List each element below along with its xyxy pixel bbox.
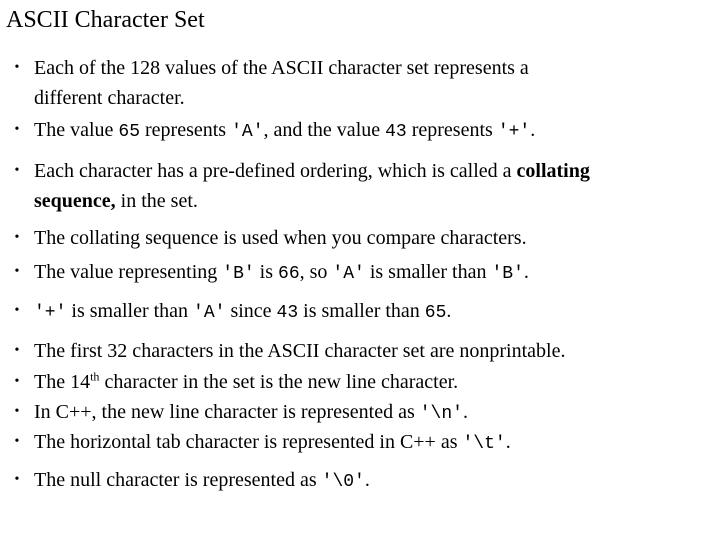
bullet-dot: • [14,163,20,178]
text-run: The value representing [34,261,223,283]
code-literal: '\t' [462,434,506,454]
bullet-text: The first 32 characters in the ASCII character set are nonprintable. [34,340,566,362]
bullet-dot: • [14,404,20,419]
bullet-dot: • [14,343,20,358]
bullet-text [34,156,590,216]
bullet-dot: • [14,303,20,318]
text-run: . [364,469,370,491]
bullet-text [34,115,535,147]
code-literal: 43 [385,122,407,142]
bullet-text-line: Each of the 128 values of the ASCII character set represents a [34,57,529,79]
code-literal: '+' [34,303,67,323]
text-run: The 14 [34,371,91,393]
text-run: is smaller than [298,300,425,322]
text-run: . [530,119,536,141]
text-run: , and the value [263,119,386,141]
text-run: Each character has a pre-defined ordering, which is called a [34,160,517,182]
bullet-text: The collating sequence is used when you compare characters. [34,227,527,249]
text-run: , so [299,261,333,283]
bullet-dot: • [14,230,20,245]
bullet-text [34,397,468,429]
code-literal: 'A' [193,303,226,323]
text-run: . [462,401,468,423]
bullet-dot: • [14,122,20,137]
text-run: is [254,261,279,283]
code-literal: 'B' [222,264,255,284]
text-run: is smaller than [66,300,194,322]
bullet-text [34,465,370,497]
bold-term: sequence, [34,190,116,212]
text-run: The value [34,119,119,141]
bullet-dot: • [14,264,20,279]
text-run: since [225,300,277,322]
text-run: represents [406,119,498,141]
code-literal: 66 [278,264,300,284]
text-run: . [523,261,529,283]
text-run: . [446,300,452,322]
bullet-text-line: different character. [34,87,185,109]
code-literal: '\0' [321,472,365,492]
text-run: The null character is represented as [34,469,322,491]
bullet-dot: • [14,60,20,75]
code-literal: 65 [424,303,447,323]
code-literal: 'B' [491,264,524,284]
code-literal: '+' [497,122,531,142]
bullet-dot: • [14,434,20,449]
text-run: The horizontal tab character is represented in C++ as [34,431,463,453]
bullet-dot: • [14,374,20,389]
text-run: in the set. [115,190,198,212]
code-literal: 65 [118,122,141,142]
bullet-text [34,367,458,397]
code-literal: 'A' [332,264,365,284]
code-literal: 'A' [231,122,264,142]
bullet-text [34,53,529,113]
bullet-text [34,257,529,289]
ordinal-suffix: th [90,369,100,384]
text-run: . [505,431,511,453]
bullet-text [34,427,511,459]
text-run: represents [140,119,232,141]
text-run: In C++, the new line character is represented as [34,401,420,423]
slide-title: ASCII Character Set [6,7,205,33]
text-run: character in the set is the new line character. [99,371,459,393]
code-literal: '\n' [419,404,463,424]
code-literal: 43 [276,303,299,323]
bold-term: collating [516,160,590,182]
bullet-text [34,296,451,328]
text-run: is smaller than [364,261,492,283]
bullet-dot: • [14,472,20,487]
